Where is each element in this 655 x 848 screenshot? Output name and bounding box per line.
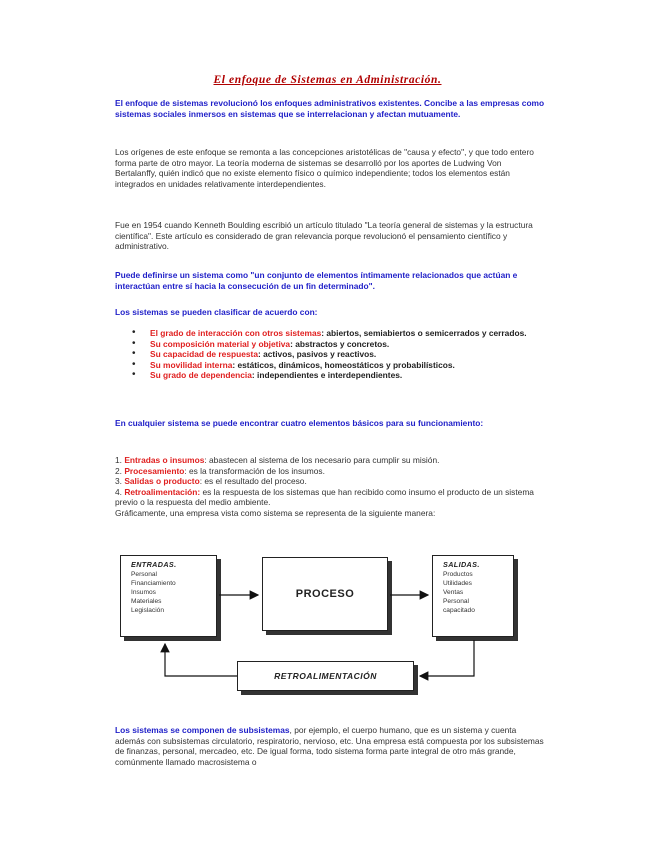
boulding-paragraph: Fue en 1954 cuando Kenneth Boulding escribió un artículo titulado "La teoría general de sistemas y la estructura científica". Este artículo es considerado de gran relevancia porque revolucionó el pensamiento científico y administrativo.: [115, 220, 533, 252]
elements-heading: En cualquier sistema se puede encontrar cuatro elementos básicos para su funcionamiento:: [115, 418, 484, 428]
classify-heading: Los sistemas se pueden clasificar de acuerdo con:: [115, 307, 318, 317]
graphic-intro: Gráficamente, una empresa vista como sistema se representa de la siguiente manera:: [115, 507, 436, 518]
entradas-title: ENTRADAS.: [131, 560, 177, 569]
list-item: • Su capacidad de respuesta: activos, pasivos y reactivos.: [130, 349, 530, 360]
list-item: Productos: [443, 571, 473, 578]
elements-list: [115, 455, 545, 519]
definition-paragraph: Puede definirse un sistema como "un conjunto de elementos íntimamente relacionados que actúan e interactúan entre sí hacia la consecución de un fin determinado".: [115, 270, 518, 291]
list-item: Personal: [443, 597, 470, 605]
list-item: Ventas: [443, 588, 464, 596]
list-item: 3. Salidas o producto: es el resultado del proceso.: [115, 476, 307, 487]
subsystems-paragraph: Los sistemas se componen de subsistemas, por ejemplo, el cuerpo humano, que es un sistema y cuenta además con subsistemas circulatorio, respiratorio, nervioso, etc. Una empresa está compuesta por los subsistemas de finanzas, personal, mercadeo, etc. De igual forma, todo sistema forma parte integral de otro más grande, comúnmente llamado macrosistema o: [115, 725, 544, 767]
proceso-box: [262, 557, 388, 631]
list-item: capacitado: [443, 606, 475, 614]
list-item: Financiamiento: [131, 579, 176, 587]
list-item: Utilidades: [443, 579, 472, 587]
retroalimentacion-label: RETROALIMENTACIÓN: [274, 671, 377, 681]
origins-paragraph: Los orígenes de este enfoque se remonta a las concepciones aristotélicas de "causa y efecto", y que todo entero forma parte de otro mayor. La teoría moderna de sistemas se desarrolló por los aportes de Ludwing Von Bertalanffy, quién indicó que no existe elemento físico o químico independiente; todos los elementos están integrados en unidades relativamente interdependientes.: [115, 147, 534, 189]
list-item: Legislación: [131, 606, 164, 614]
list-item: • Su movilidad interna: estáticos, dinámicos, homeostáticos y probabilísticos.: [130, 360, 530, 371]
entradas-box: [120, 555, 217, 637]
list-item: Materiales: [131, 597, 162, 605]
list-item: Insumos: [131, 588, 156, 596]
list-item: Personal: [131, 571, 158, 578]
page-title: El enfoque de Sistemas en Administración.: [213, 74, 442, 86]
classification-list: [130, 328, 530, 381]
salidas-list: [443, 571, 513, 616]
arrow-salidas-retro: [420, 640, 474, 676]
intro-paragraph: El enfoque de sistemas revolucionó los enfoques administrativos existentes. Concibe a las empresas como sistemas sociales inmersos en sistemas que se interrelacionan y afectan mutuamente.: [115, 98, 545, 119]
list-item: • Su composición material y objetiva: abstractos y concretos.: [130, 339, 530, 350]
salidas-box: [432, 555, 514, 637]
proceso-label: PROCESO: [295, 588, 355, 600]
arrow-retro-entradas: [165, 644, 237, 676]
salidas-title: SALIDAS.: [443, 560, 480, 569]
list-item: • El grado de interacción con otros sistemas: abiertos, semiabiertos o semicerrados y cerrados.: [130, 328, 530, 339]
list-item: • Su grado de dependencia: independientes e interdependientes.: [130, 370, 530, 381]
retroalimentacion-box: [237, 661, 414, 691]
list-item: 1. Entradas o insumos: abastecen al sistema de los necesario para cumplir su misión.: [115, 455, 440, 465]
list-item: 4. Retroalimentación: es la respuesta de los sistemas que han recibido como insumo el producto de un sistema previo o la respuesta del medio ambiente.: [115, 486, 534, 508]
list-item: 2. Procesamiento: es la transformación de los insumos.: [115, 465, 325, 476]
entradas-list: [131, 571, 216, 616]
